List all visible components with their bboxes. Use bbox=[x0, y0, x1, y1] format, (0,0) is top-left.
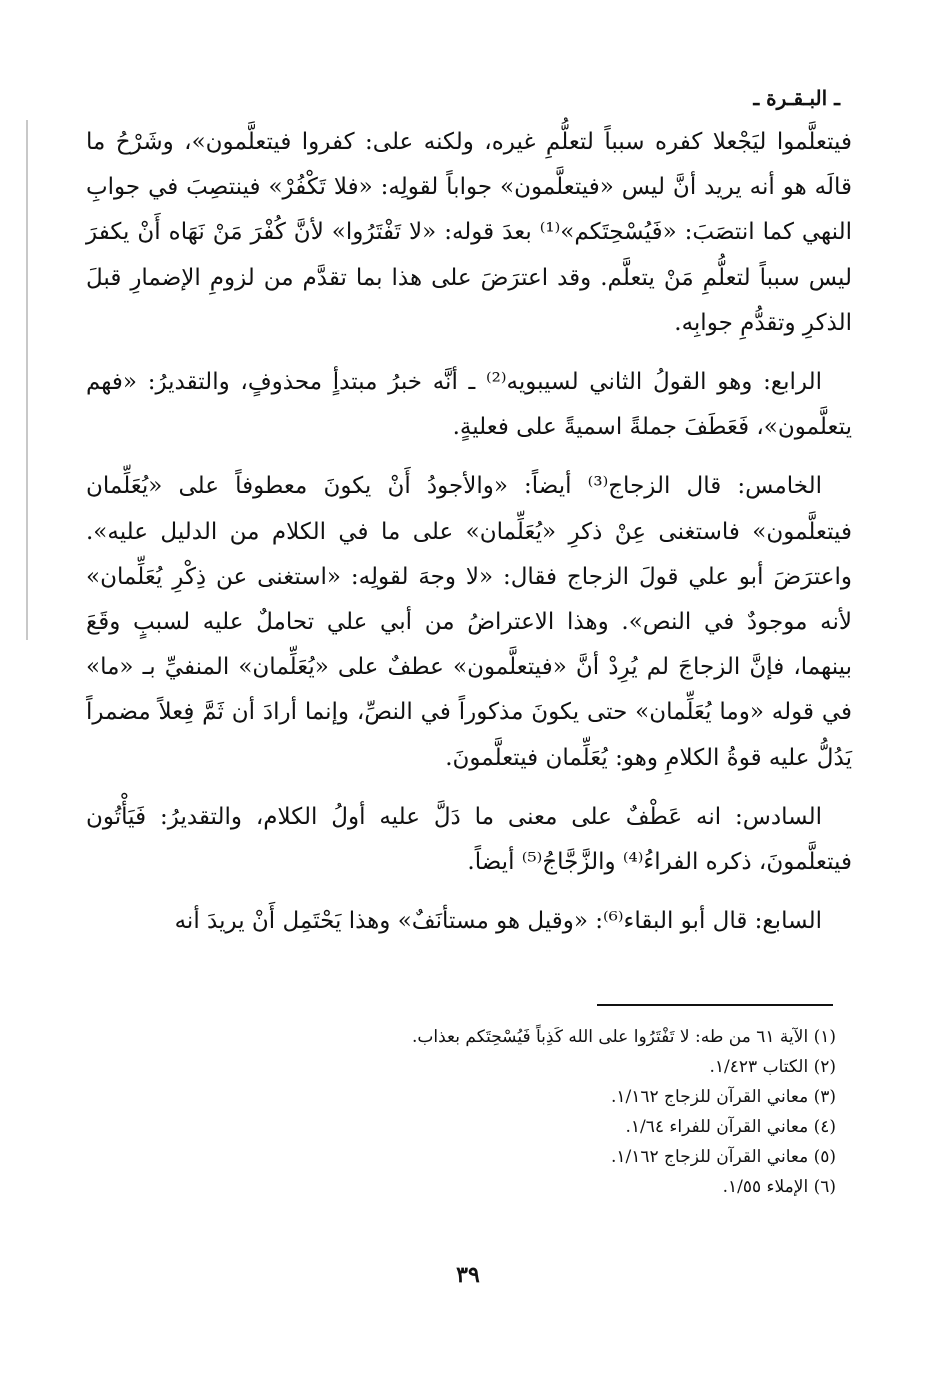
footnote-4: (٤) معاني القرآن للفراء ١/٦٤. bbox=[625, 1117, 836, 1137]
paragraph-fifth-opinion: الخامس: قال الزجاج⁽³⁾ أيضاً: «والأجودُ أَنْ يكونَ معطوفاً على «يُعَلِّمان فيتعلَّمون» فاستغنى عِنْ ذكرِ «يُعَلِّمان» على ما في الكلام من الدليل عليه». واعترَضَ أبو علي قولَ الزجاج فقال: «لا وجهَ لقولِه: «استغنى عن ذِكْرِ يُعَلِّمان» لأنه موجودٌ في النص». وهذا الاعتراضُ من أبي علي تحاملٌ عليه لسببٍ وقَعَ بينهما، فإنَّ الزجاجَ لم يُرِدْ أنَّ «فيتعلَّمون» عطفٌ على «يُعَلِّمان» المنفيِّ بـ «ما» في قوله «وما يُعَلِّمان» حتى يكونَ مذكوراً في النصِّ، وإنما أرادَ أن ثَمَّ فِعلاً مضمراً يَدُلُّ عليه قوةُ الكلامِ وهو: يُعَلِّمان فيتعلَّمونَ. bbox=[86, 473, 852, 771]
paragraph-sixth-opinion: السادس: انه عَطْفٌ على معنى ما دَلَّ عليه أولُ الكلام، والتقديرُ: فَيَأْتُون فيتعلَّمونَ، ذكره الفراءُ⁽⁴⁾ والزَّجَّاجُ⁽⁵⁾ أيضاً. bbox=[86, 803, 852, 876]
footnote-5: (٥) معاني القرآن للزجاج ١/١٦٢. bbox=[610, 1147, 836, 1167]
footnote-separator bbox=[597, 1004, 833, 1006]
left-margin-mark bbox=[26, 120, 28, 640]
footnote-1: (١) الآية ٦١ من طه: لا تَفْتَرُوا على الله كَذِباً فَيُسْحِتَكم بعذاب. bbox=[411, 1027, 836, 1047]
page-number: ٣٩ bbox=[456, 1262, 480, 1288]
paragraph-fourth-opinion: الرابع: وهو القولُ الثاني لسيبويه⁽²⁾ ـ أنَّه خبرُ مبتدأٍ محذوفٍ، والتقديرُ: «فهم يتعلَّمون»، فَعَطَفَ جملةً اسميةً على فعليةٍ. bbox=[86, 369, 852, 441]
footnote-2: (٢) الكتاب ١/٤٢٣. bbox=[709, 1057, 836, 1077]
paragraph-continued: فيتعلَّموا ليَجْعلا كفره سبباً لتعلُّمِ غيره، ولكنه على: كفروا فيتعلَّمون»، وشَرْحُ ما قالَه هو أنه يريد أنَّ ليس «فيتعلَّمون» جواباً لقولِه: «فلا تَكْفُرْ» فينتصِبَ في جوابِ النهي كما انتصَبَ: «فَيُسْحِتَكم»⁽¹⁾ بعدَ قوله: «لا تَفْتَرُوا» لأنَّ كُفْرَ مَنْ نَهَاه أَنْ يكفرَ ليس سبباً لتعلُّمِ مَنْ يتعلَّم. وقد اعترَضَ على هذا بما تقدَّم من لزومِ الإضمارِ قبلَ الذكرِ وتقدُّمِ جوابِه. bbox=[86, 129, 852, 336]
footnotes bbox=[236, 1022, 836, 1202]
footnote-6: (٦) الإملاء ١/٥٥. bbox=[722, 1177, 836, 1197]
running-head: ـ البـقـرة ـ bbox=[753, 86, 840, 110]
main-text bbox=[86, 120, 852, 958]
footnote-3: (٣) معاني القرآن للزجاج ١/١٦٢. bbox=[610, 1087, 836, 1107]
paragraph-seventh-opinion: السابع: قال أبو البقاء⁽⁶⁾: «وقيل هو مستأنَفٌ» وهذا يَحْتَمِل أَنْ يريدَ أنه bbox=[174, 908, 822, 935]
